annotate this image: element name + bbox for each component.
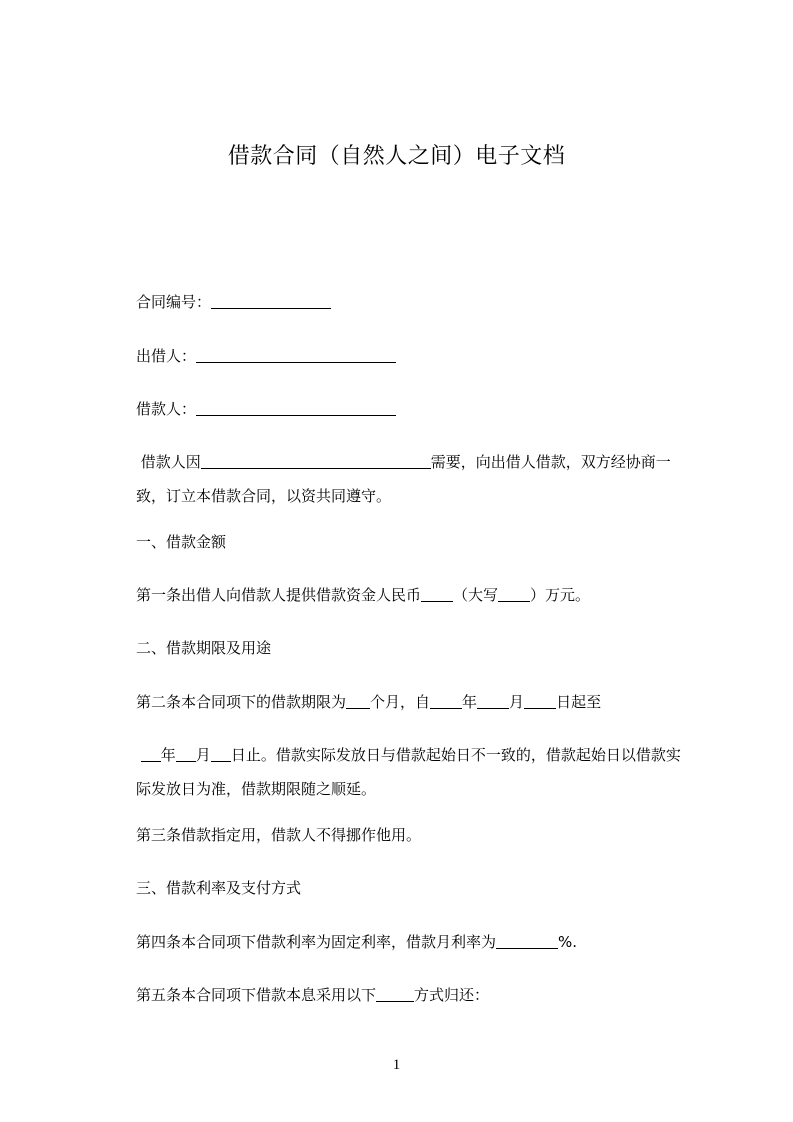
months-blank[interactable] <box>346 692 370 709</box>
contract-number-label: 合同编号： <box>136 293 212 311</box>
borrower-blank[interactable] <box>196 399 396 416</box>
intro-paragraph <box>136 445 708 513</box>
end-month-blank[interactable] <box>176 745 196 762</box>
intro-text-2: 需要，向出借人借款，双方经协商一 <box>430 453 671 471</box>
section-heading-interest: 三、借款利率及支付方式 <box>136 879 302 897</box>
start-year-blank[interactable] <box>430 692 462 709</box>
article-2-continued: 年 月 日止。借款实际发放日与借款起始日不一致的，借款起始日以借款实 际发放日为准，借款期限随之顺延。 <box>136 738 708 806</box>
start-day-blank[interactable] <box>524 692 556 709</box>
page-number: 1 <box>392 1057 401 1073</box>
interest-rate-blank[interactable] <box>496 932 558 949</box>
document-title: 借款合同（自然人之间）电子文档 <box>227 144 566 169</box>
intro-text-3: 致，订立本借款合同，以资共同遵守。 <box>136 487 392 505</box>
lender-label: 出借人： <box>136 347 197 365</box>
lender-blank[interactable] <box>196 346 396 363</box>
end-day-blank[interactable] <box>211 745 231 762</box>
intro-text-1: 借款人因 <box>140 453 201 471</box>
article-2-line-1: 第二条本合同项下的借款期限为 个月，自 年 月 日起至 <box>136 693 602 711</box>
lender-field <box>136 346 396 366</box>
borrower-label: 借款人： <box>136 400 197 418</box>
contract-number-field <box>136 292 331 312</box>
article-1: 第一条出借人向借款人提供借款资金人民币 （大写 ）万元。 <box>136 586 591 604</box>
purpose-blank[interactable] <box>201 452 431 469</box>
contract-number-blank[interactable] <box>211 292 331 309</box>
article-3: 第三条借款指定用，借款人不得挪作他用。 <box>136 826 422 844</box>
end-year-blank[interactable] <box>141 745 161 762</box>
borrower-field <box>136 399 396 419</box>
article-2-line-3: 际发放日为准，借款期限随之顺延。 <box>136 780 377 798</box>
amount-blank[interactable] <box>421 585 453 602</box>
article-5: 第五条本合同项下借款本息采用以下 方式归还： <box>136 986 490 1004</box>
start-month-blank[interactable] <box>477 692 509 709</box>
section-heading-amount: 一、借款金额 <box>136 533 227 551</box>
repayment-method-blank[interactable] <box>376 985 414 1002</box>
section-heading-term: 二、借款期限及用途 <box>136 639 272 657</box>
amount-uppercase-blank[interactable] <box>498 585 530 602</box>
article-4: 第四条本合同项下借款利率为固定利率，借款月利率为 %. <box>136 933 578 951</box>
